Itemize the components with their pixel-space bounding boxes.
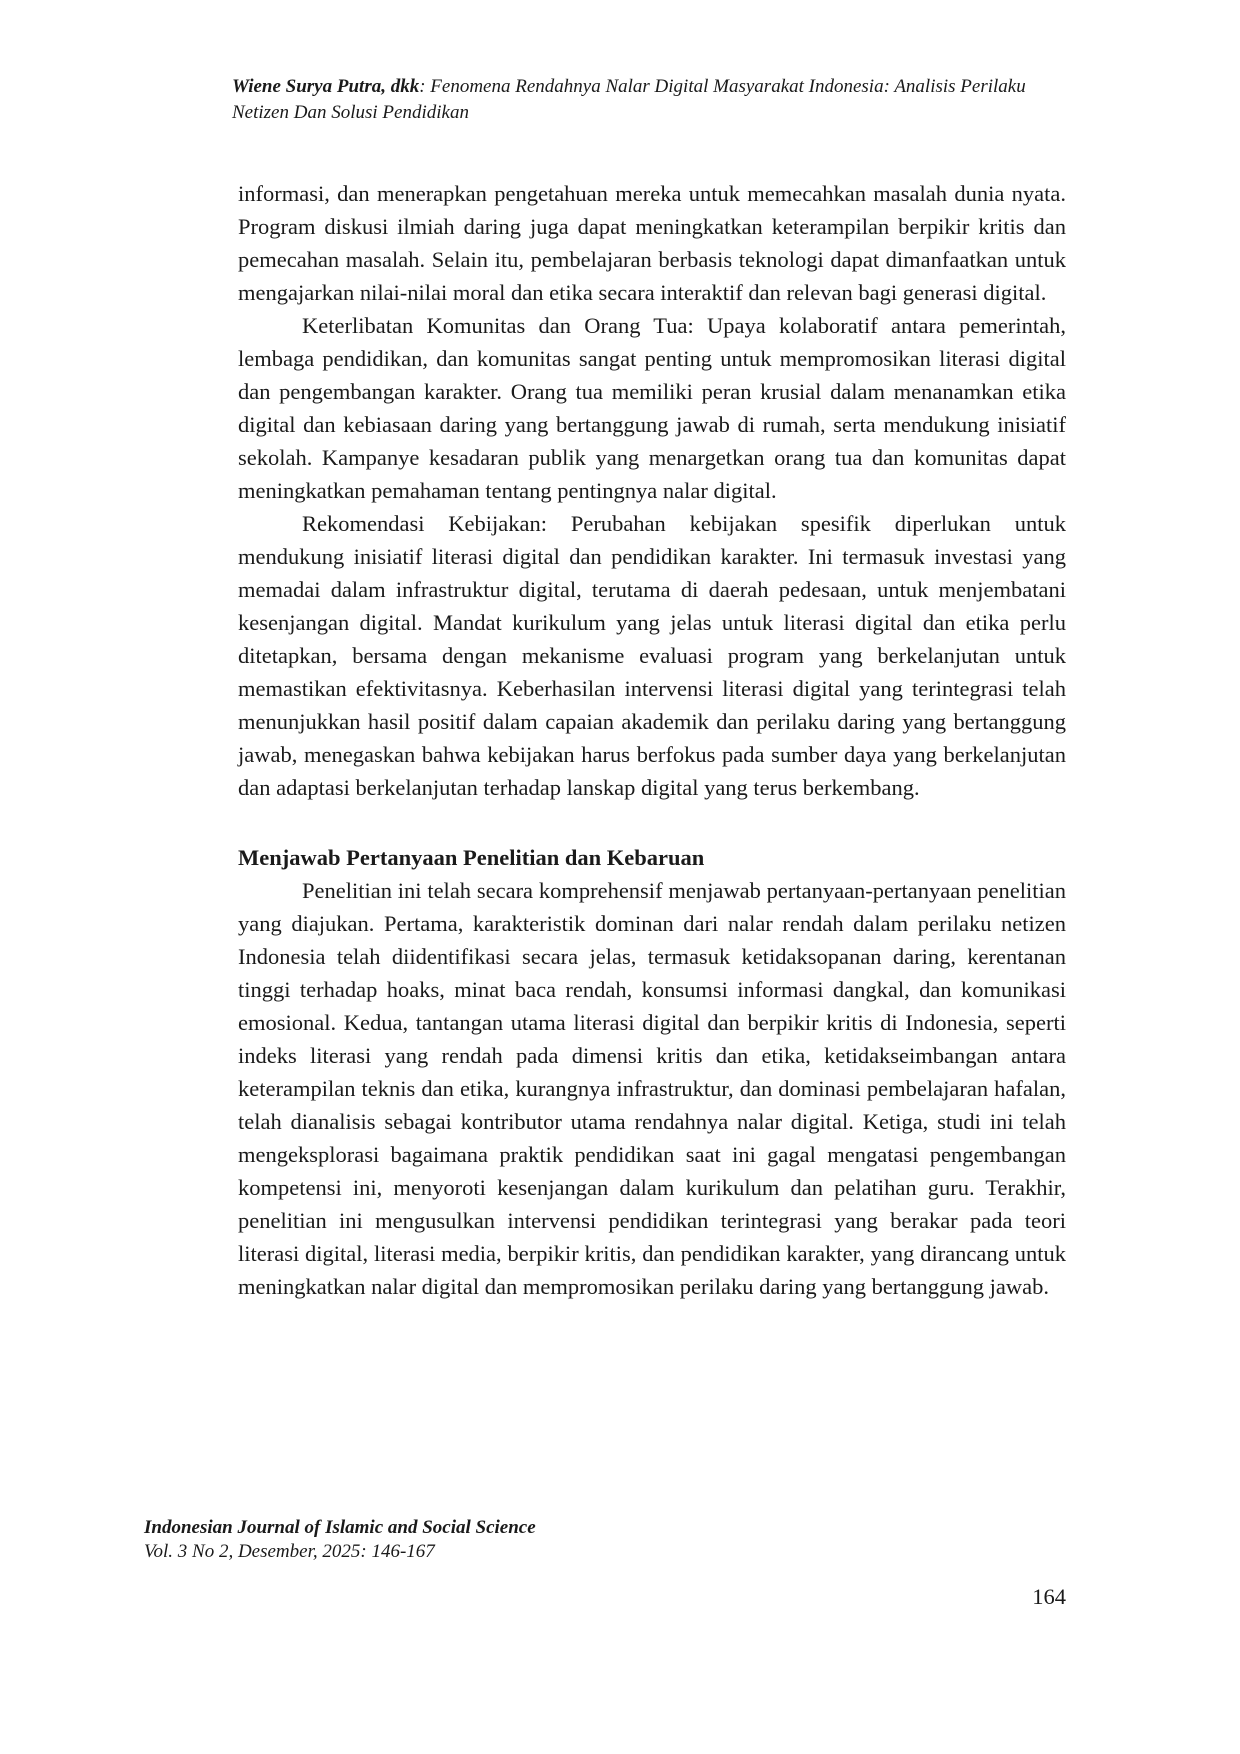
article-body xyxy=(238,177,1066,1303)
paragraph-2: Keterlibatan Komunitas dan Orang Tua: Upaya kolaboratif antara pemerintah, lembaga pendidikan, dan komunitas sangat penting untuk mempromosikan literasi digital dan pengembangan karakter. Orang tua memiliki peran krusial dalam menanamkan etika digital dan kebiasaan daring yang bertanggung jawab di rumah, serta mendukung inisiatif sekolah. Kampanye kesadaran publik yang menargetkan orang tua dan komunitas dapat meningkatkan pemahaman tentang pentingnya nalar digital. xyxy=(238,313,1066,503)
paragraph-1: informasi, dan menerapkan pengetahuan mereka untuk memecahkan masalah dunia nyata. Program diskusi ilmiah daring juga dapat meningkatkan keterampilan berpikir kritis dan pemecahan masalah. Selain itu, pembelajaran berbasis teknologi dapat dimanfaatkan untuk mengajarkan nilai-nilai moral dan etika secara interaktif dan relevan bagi generasi digital. xyxy=(238,181,1066,305)
footer-volume-info: Vol. 3 No 2, Desember, 2025: 146-167 xyxy=(144,1541,435,1562)
page-footer xyxy=(144,1516,844,1564)
running-head-title: : Fenomena Rendahnya Nalar Digital Masyarakat Indonesia: Analisis Perilaku Netizen Dan Solusi Pendidikan xyxy=(232,76,1026,123)
section-heading: Menjawab Pertanyaan Penelitian dan Kebaruan xyxy=(238,845,705,870)
paragraph-4: Penelitian ini telah secara komprehensif menjawab pertanyaan-pertanyaan penelitian yang diajukan. Pertama, karakteristik dominan dari nalar rendah dalam perilaku netizen Indonesia telah diidentifikasi secara jelas, termasuk ketidaksopanan daring, kerentanan tinggi terhadap hoaks, minat baca rendah, konsumsi informasi dangkal, dan komunikasi emosional. Kedua, tantangan utama literasi digital dan berpikir kritis di Indonesia, seperti indeks literasi yang rendah pada dimensi kritis dan etika, ketidakseimbangan antara keterampilan teknis dan etika, kurangnya infrastruktur, dan dominasi pembelajaran hafalan, telah dianalisis sebagai kontributor utama rendahnya nalar digital. Ketiga, studi ini telah mengeksplorasi bagaimana praktik pendidikan saat ini gagal mengatasi pengembangan kompetensi ini, menyoroti kesenjangan dalam kurikulum dan pelatihan guru. Terakhir, penelitian ini mengusulkan intervensi pendidikan terintegrasi yang berakar pada teori literasi digital, literasi media, berpikir kritis, dan pendidikan karakter, yang dirancang untuk meningkatkan nalar digital dan mempromosikan perilaku daring yang bertanggung jawab. xyxy=(238,878,1066,1299)
running-head xyxy=(232,74,1072,126)
footer-journal-name: Indonesian Journal of Islamic and Social Science xyxy=(144,1517,536,1538)
paragraph-3: Rekomendasi Kebijakan: Perubahan kebijakan spesifik diperlukan untuk mendukung inisiatif literasi digital dan pendidikan karakter. Ini termasuk investasi yang memadai dalam infrastruktur digital, terutama di daerah pedesaan, untuk menjembatani kesenjangan digital. Mandat kurikulum yang jelas untuk literasi digital dan etika perlu ditetapkan, bersama dengan mekanisme evaluasi program yang berkelanjutan untuk memastikan efektivitasnya. Keberhasilan intervensi literasi digital yang terintegrasi telah menunjukkan hasil positif dalam capaian akademik dan perilaku daring yang bertanggung jawab, menegaskan bahwa kebijakan harus berfokus pada sumber daya yang berkelanjutan dan adaptasi berkelanjutan terhadap lanskap digital yang terus berkembang. xyxy=(238,511,1066,800)
running-head-author: Wiene Surya Putra, dkk xyxy=(232,76,420,97)
page-number: 164 xyxy=(1032,1584,1066,1609)
